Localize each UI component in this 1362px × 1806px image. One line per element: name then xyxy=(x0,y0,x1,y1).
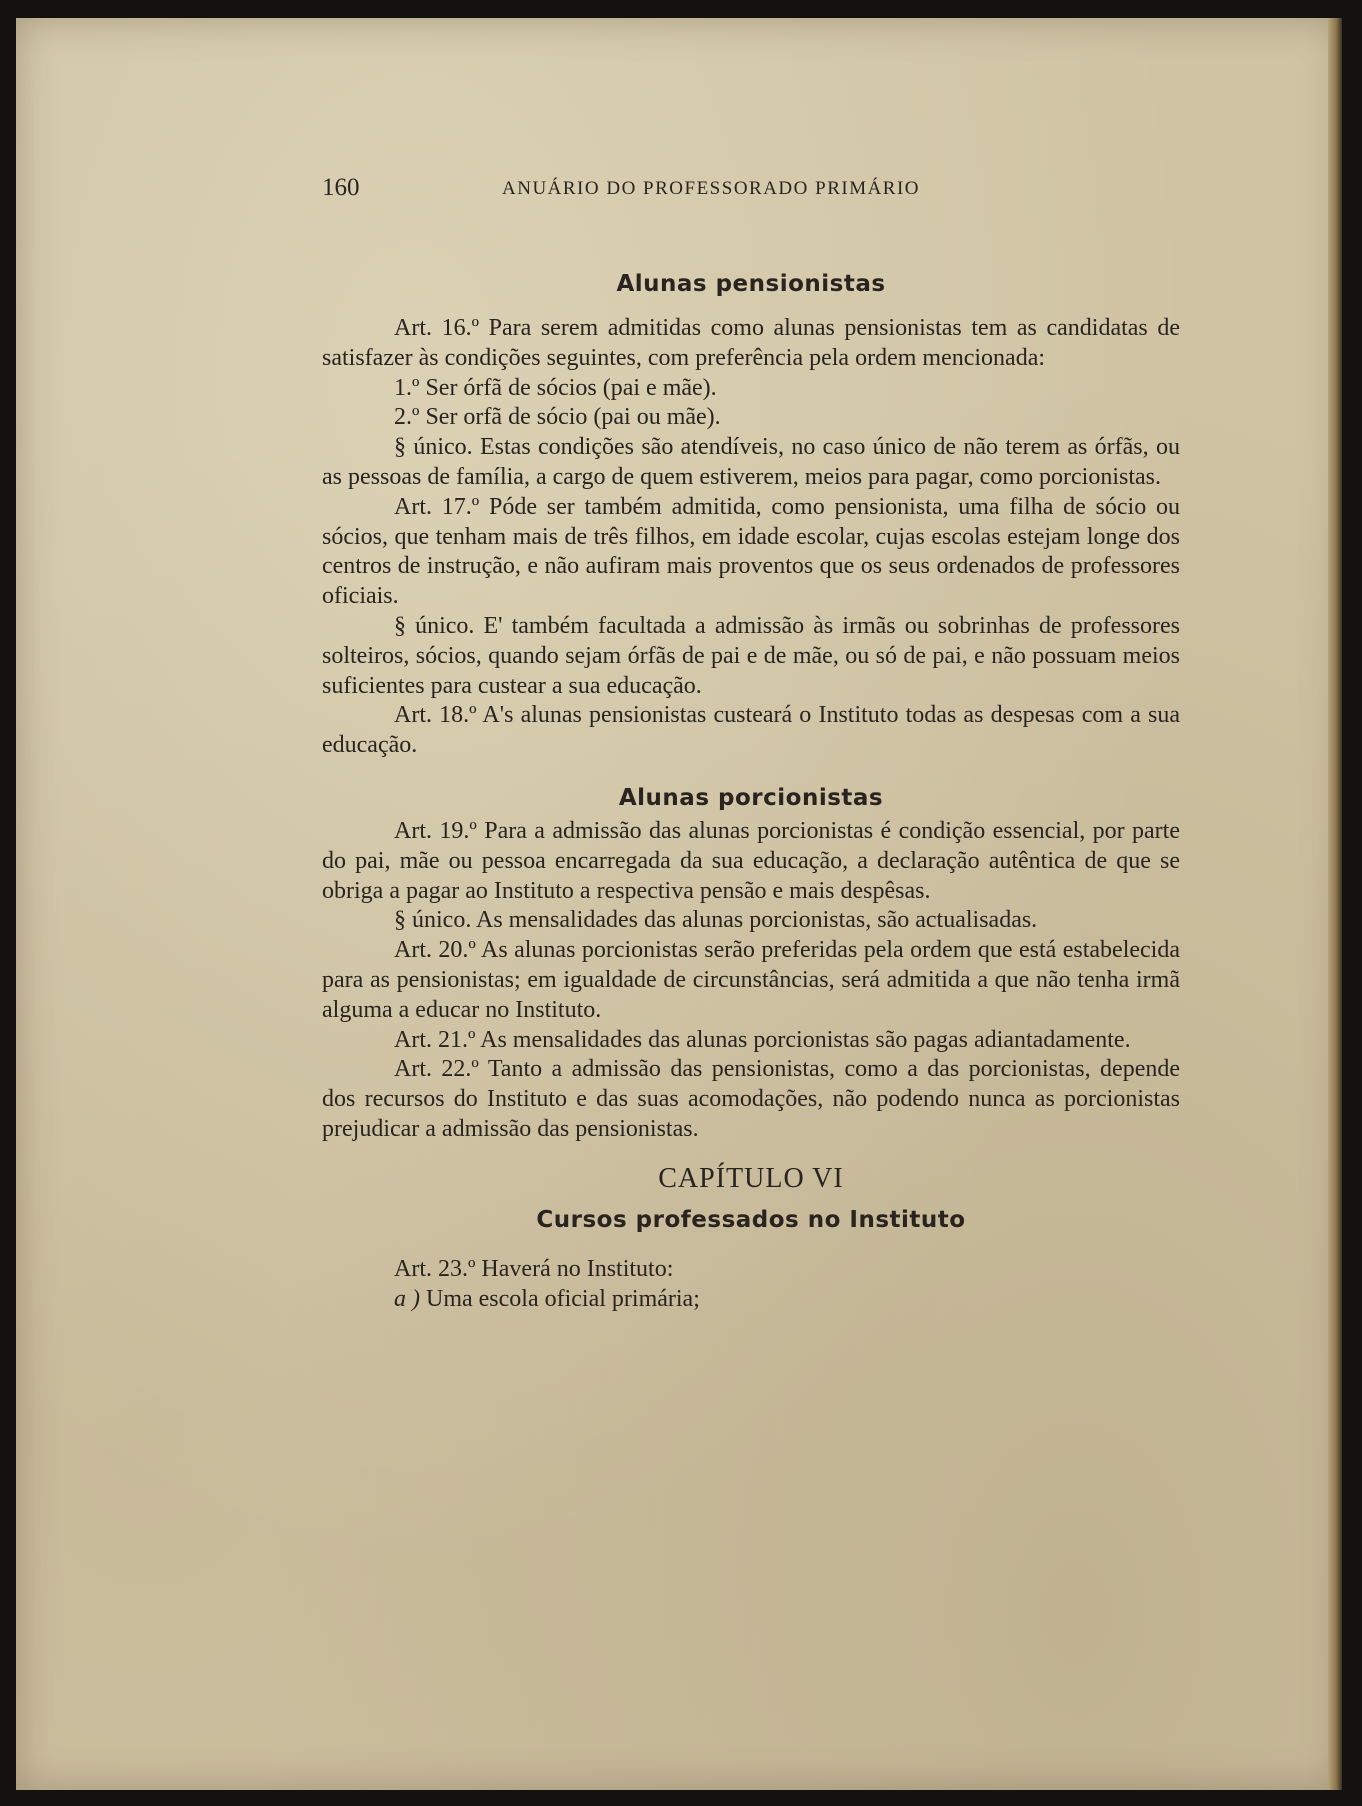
section-title-porcionistas: Alunas porcionistas xyxy=(618,784,884,811)
art-17-unico: § único. E' também facultada a admissão às irmãs ou sobrinhas de professores solteiros, sócios, quando sejam órfãs de pai e de mãe, ou só de pai, e não possuam meios suficientes para custear a sua educação. xyxy=(322,612,1180,699)
art-18: Art. 18.º A's alunas pensionistas custeará o Instituto todas as despesas com a sua educação. xyxy=(322,702,1180,759)
page-body xyxy=(322,266,1180,1314)
art-16-unico: § único. Estas condições são atendíveis, no caso único de não terem as órfãs, ou as pessoas de família, a cargo de quem estiverem, meios para pagar, como porcionistas. xyxy=(322,434,1180,490)
art-19: Art. 19.º Para a admissão das alunas porcionistas é condição essencial, por parte do pai, mãe ou pessoa encarregada da sua educação, a declaração autêntica de que se obriga a pagar ao Instituto a respectiva pensão e mais despêsas. xyxy=(322,817,1180,904)
art-22: Art. 22.º Tanto a admissão das pensionistas, como a das porcionistas, depende dos recursos do Instituto e das suas acomodações, não podendo nunca as porcionistas prejudicar a admissão das pensionistas. xyxy=(322,1056,1180,1142)
art-16-item-2: 2.º Ser orfã de sócio (pai ou mãe). xyxy=(394,404,721,431)
chapter-title: CAPÍTULO VI xyxy=(658,1162,844,1194)
art-17: Art. 17.º Póde ser também admitida, como pensionista, uma filha de sócio ou sócios, que tenham mais de três filhos, em idade escolar, cujas escolas estejam longe dos centros de instrução, e não aufiram mais proventos que os seus ordenados de professores oficiais. xyxy=(322,493,1180,610)
art-23-item-a xyxy=(322,1285,1180,1315)
section-title-cursos: Cursos professados no Instituto xyxy=(536,1206,966,1233)
section-title-pensionistas: Alunas pensionistas xyxy=(616,271,886,297)
art-16: Art. 16.º Para serem admitidas como alunas pensionistas tem as candidatas de satisfazer às condições seguintes, com preferência pela ordem mencionada: xyxy=(322,315,1180,371)
list-item-text: Uma escola oficial primária; xyxy=(426,1285,700,1312)
running-title: ANUÁRIO DO PROFESSORADO PRIMÁRIO xyxy=(502,178,921,199)
art-16-item-1: 1.º Ser órfã de sócios (pai e mãe). xyxy=(394,374,717,401)
art-20: Art. 20.º As alunas porcionistas serão preferidas pela ordem que está estabelecida para as pensionistas; em igualdade de circunstâncias, será admitida a que não tenha irmã alguma a educar no Instituto. xyxy=(322,937,1180,1023)
page-edge xyxy=(1328,18,1342,1790)
page-number: 160 xyxy=(322,174,360,201)
art-21: Art. 21.º As mensalidades das alunas porcionistas são pagas adiantadamente. xyxy=(394,1026,1131,1053)
art-23: Art. 23.º Haverá no Instituto: xyxy=(394,1255,674,1282)
list-marker: a ) xyxy=(394,1285,420,1312)
art-19-unico: § único. As mensalidades das alunas porcionistas, são actualisadas. xyxy=(394,907,1038,934)
page-header xyxy=(322,174,1182,208)
